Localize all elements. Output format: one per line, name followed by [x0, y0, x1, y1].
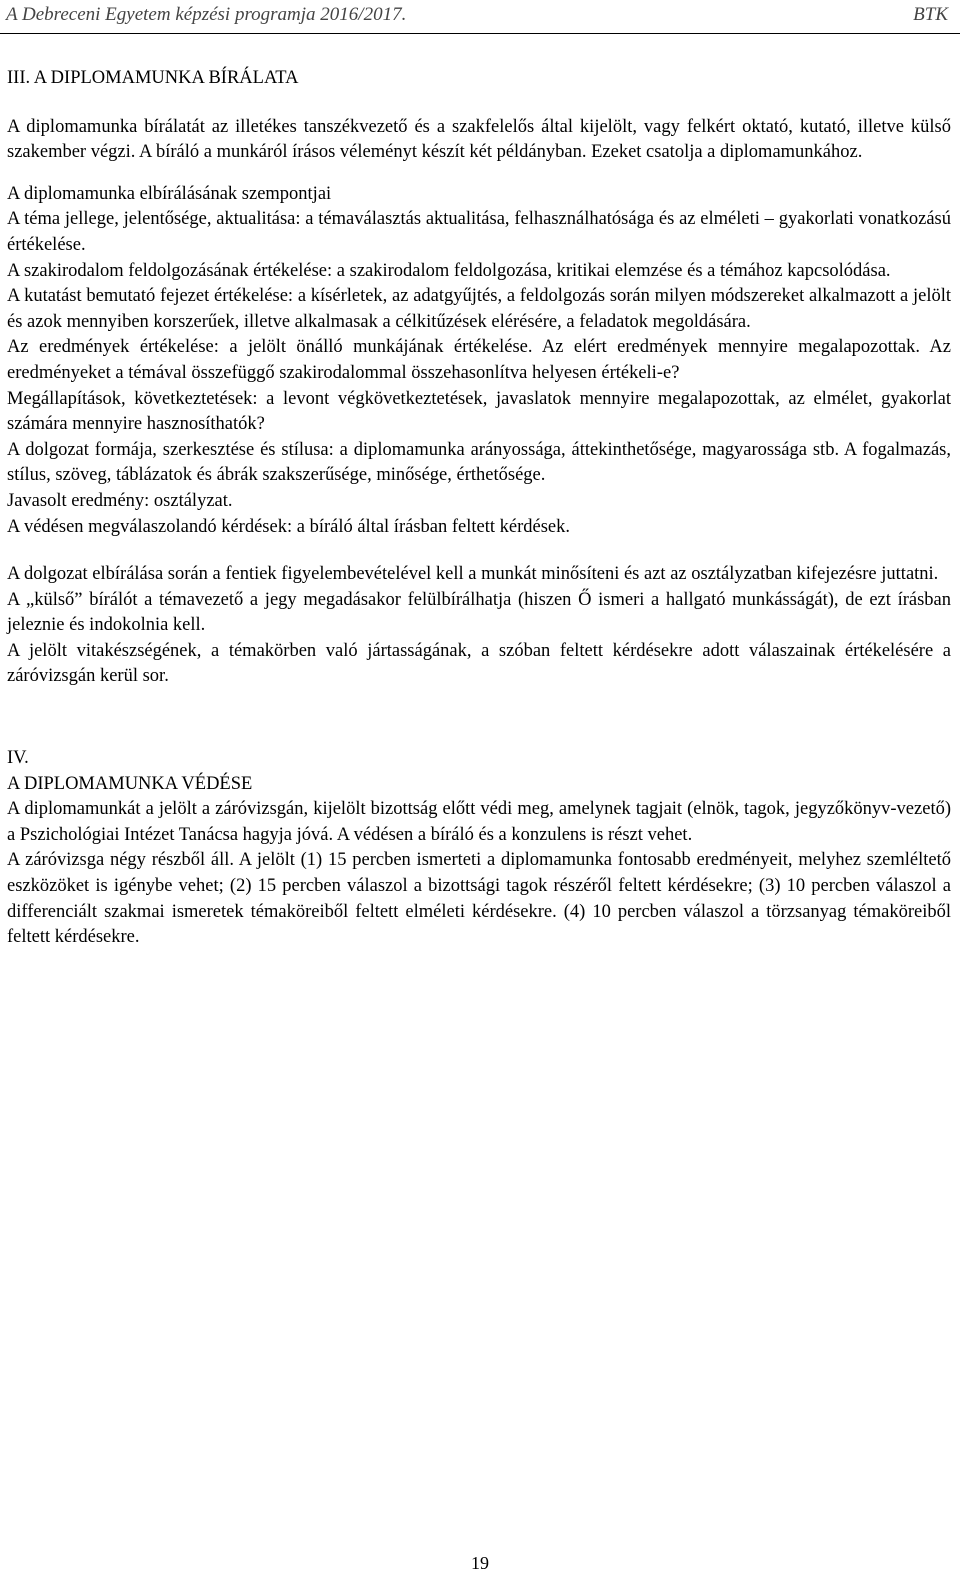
- criterion-topic: A téma jellege, jelentősége, aktualitása: a témaválasztás aktualitása, felhasználhatósága és az elméleti – gyakorlati vonatkozású értékelése.: [7, 209, 951, 255]
- header-faculty: BTK: [913, 4, 948, 25]
- section-3-intro: A diplomamunka bírálatát az illetékes tanszékvezető és a szakfelelős által kijelölt, vagy felkért oktató, kutató, illetve külső szakember végzi. A bíráló a munkáról írásos véleményt készít két példányban. Ezeket csatolja a diplomamunkához.: [7, 116, 951, 163]
- criterion-results: Az eredmények értékelése: a jelölt önálló munkájának értékelése. Az elért eredmények mennyire megalapozottak. Az eredményeket a témával összefüggő szakirodalommal összehasonlítva helyesen értékeli-e?: [7, 337, 951, 383]
- criterion-questions: A védésen megválaszolandó kérdések: a bíráló által írásban feltett kérdések.: [7, 516, 570, 537]
- page-number: 19: [471, 1553, 489, 1573]
- page-header: [0, 0, 960, 34]
- section-4-paragraph: A diplomamunkát a jelölt a záróvizsgán, kijelölt bizottság előtt védi meg, amelynek tagjait (elnök, tagok, jegyzőkönyv-vezető) a Pszichológiai Intézet Tanácsa hagyja jóvá. A védésen a bíráló és a konzulens is részt vehet.: [7, 799, 951, 845]
- closing-paragraph: A jelölt vitakészségének, a témakörben való jártasságának, a szóban feltett kérdésekre adott válaszainak értékelésére a záróvizsgán kerül sor.: [7, 640, 951, 687]
- section-3-title: III. A DIPLOMAMUNKA BÍRÁLATA: [7, 68, 299, 88]
- header-program-title: A Debreceni Egyetem képzési programja 2016/2017.: [6, 4, 407, 25]
- criterion-grade: Javasolt eredmény: osztályzat.: [7, 490, 233, 511]
- section-4-title: A DIPLOMAMUNKA VÉDÉSE: [7, 773, 253, 794]
- document-body: [7, 66, 951, 951]
- closing-paragraph: A „külső” bírálót a témavezető a jegy megadásakor felülbírálhatja (hiszen Ő ismeri a hallgató munkásságát), de ezt írásban jeleznie és indokolnia kell.: [7, 589, 951, 636]
- criterion-conclusions: Megállapítások, következtetések: a levont végkövetkeztetések, javaslatok mennyire megalapozottak, az elmélet, gyakorlat számára mennyire hasznosíthatók?: [7, 388, 951, 435]
- criteria-heading: A diplomamunka elbírálásának szempontjai: [7, 183, 332, 204]
- section-4-paragraph: A záróvizsga négy részből áll. A jelölt (1) 15 percben ismerteti a diplomamunka fontosabb eredményeit, melyhez szemléltető eszközöket is igénybe vehet; (2) 15 percben válaszol a bizottsági tagok részéről feltett kérdésekre; (3) 10 percben válaszol a differenciált szakmai ismeretek témaköreiből feltett elméleti kérdésekre. (4) 10 percben válaszol a törzsanyag témaköreiből feltett kérdésekre.: [7, 850, 951, 948]
- criterion-literature: A szakirodalom feldolgozásának értékelése: a szakirodalom feldolgozása, kritikai elemzése és a témához kapcsolódása.: [7, 260, 891, 281]
- criterion-form: A dolgozat formája, szerkesztése és stílusa: a diplomamunka arányossága, áttekinthetősége, magyarossága stb. A fogalmazás, stílus, szöveg, táblázatok és ábrák szakszerűsége, minősége, érthetősége.: [7, 439, 951, 486]
- section-4-number: IV.: [7, 748, 29, 769]
- closing-paragraph: A dolgozat elbírálása során a fentiek figyelembevételével kell a munkát minősíteni és azt az osztályzatban kifejezésre juttatni.: [7, 564, 939, 585]
- criterion-research: A kutatást bemutató fejezet értékelése: a kísérletek, az adatgyűjtés, a feldolgozás során milyen módszereket alkalmazott a jelölt és azok mennyiben korszerűek, illetve alkalmasak a célkitűzések elérésére, a feladatok megoldására.: [7, 286, 951, 332]
